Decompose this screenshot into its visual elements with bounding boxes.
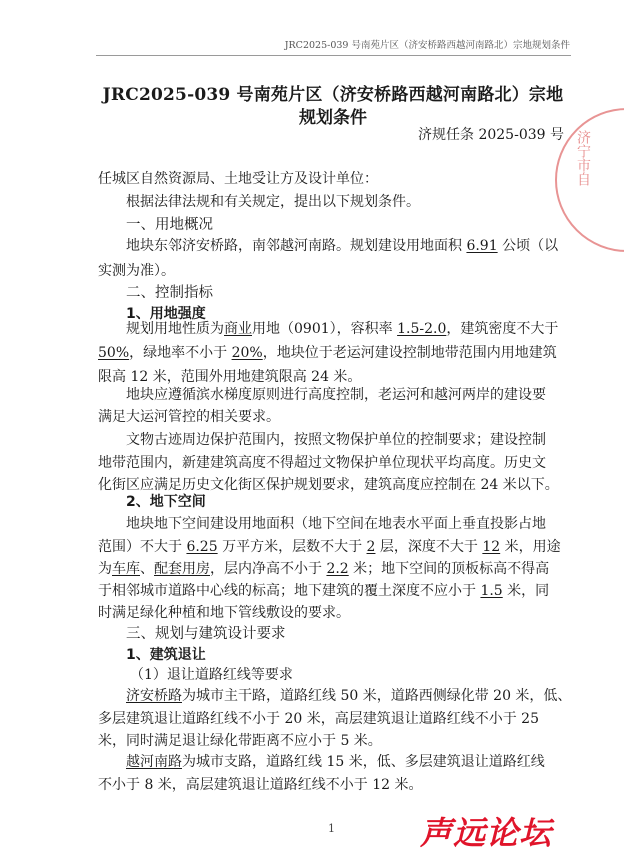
paragraph-line: 时满足绿化种植和地下管线敷设的要求。: [98, 605, 350, 621]
soil-cover-depth: 1.5: [480, 583, 503, 599]
subsection-heading: 1、建筑退让: [126, 647, 206, 663]
paragraph-line: 文物古迹周边保护范围内，按照文物保护单位的控制要求；建设控制: [126, 432, 546, 448]
section-heading: 三、规划与建筑设计要求: [126, 626, 286, 642]
paragraph-line: 化街区应满足历史文化街区保护规划要求，建筑高度应控制在 24 米以下。: [98, 477, 559, 493]
floor-area-ratio: 1.5-2.0: [397, 321, 447, 337]
running-header: JRC2025-039 号南苑片区（济安桥路西越河南路北）宗地规划条件: [284, 40, 570, 51]
paragraph-line: 多层建筑退让道路红线不小于 20 米，高层建筑退让道路红线不小于 25: [98, 711, 539, 727]
paragraph-line: 地块地下空间建设用地面积（地下空间在地表水平面上垂直投影占地: [126, 516, 546, 532]
paragraph-line: 地块东邻济安桥路，南邻越河南路。规划建设用地面积 6.91 公顷（以: [126, 238, 559, 254]
underground-floors: 2: [366, 539, 376, 555]
paragraph-line: 于相邻城市道路中心线的标高；地下建筑的覆土深度不应小于 1.5 米，同: [98, 583, 550, 599]
document-title-line2: 规划条件: [299, 108, 367, 128]
green-ratio: 20%: [231, 345, 263, 361]
page-number: 1: [328, 822, 335, 835]
paragraph-line: 越河南路为城市支路，道路红线 15 米，低、多层建筑退让道路红线: [126, 754, 545, 770]
paragraph-line: 满足大运河管控的相关要求。: [98, 409, 280, 425]
paragraph-line: 济安桥路为城市主干路，道路红线 50 米，道路西侧绿化带 20 米，低、: [126, 688, 572, 704]
paragraph-line: 不小于 8 米，高层建筑退让道路红线不小于 12 米。: [98, 777, 423, 793]
paragraph-line: 实测为准）。: [98, 263, 175, 279]
underground-clear-height: 2.2: [326, 561, 349, 577]
paragraph-line: 限高 12 米，范围外用地建筑限高 24 米。: [98, 369, 362, 385]
document-title-line1: JRC2025-039 号南苑片区（济安桥路西越河南路北）宗地: [102, 85, 564, 105]
underground-depth: 12: [482, 539, 501, 555]
paragraph-line: 地块应遵循滨水梯度原则进行高度控制，老运河和越河两岸的建设要: [126, 387, 546, 403]
building-density: 50%: [98, 345, 130, 361]
underground-area: 6.25: [186, 539, 218, 555]
paragraph-line: 为车库、配套用房，层内净高不小于 2.2 米；地下空间的顶板标高不得高: [98, 561, 550, 577]
header-rule: [96, 55, 571, 56]
road-name-jiananqiao: 济安桥路: [126, 688, 182, 704]
land-use: 商业: [224, 321, 252, 337]
official-seal-text: 济宁市自: [575, 130, 591, 186]
addressee: 任城区自然资源局、土地受让方及设计单位：: [98, 171, 378, 187]
site-area: 6.91: [466, 238, 498, 254]
intro-paragraph: 根据法律法规和有关规定，提出以下规划条件。: [126, 194, 420, 210]
subsection-heading: 2、地下空间: [126, 494, 206, 510]
forum-watermark-logo: 声远论坛: [420, 814, 553, 852]
subsection-heading: 1、用地强度: [126, 306, 206, 322]
underground-use-garage: 车库: [112, 561, 140, 577]
paragraph-line: 范围）不大于 6.25 万平方米，层数不大于 2 层，深度不大于 12 米，用途: [98, 539, 561, 555]
section-heading: 一、用地概况: [126, 217, 213, 233]
underground-use-support: 配套用房: [154, 561, 210, 577]
section-heading: 二、控制指标: [126, 285, 213, 301]
road-name-yuehenan: 越河南路: [126, 754, 182, 770]
paragraph-line: 规划用地性质为商业用地（0901），容积率 1.5-2.0，建筑密度不大于: [126, 321, 559, 337]
document-number: 济规任条 2025-039 号: [418, 127, 564, 143]
list-item: （1）退让道路红线等要求: [130, 667, 293, 683]
paragraph-line: 米，同时满足退让绿化带距离不应小于 5 米。: [98, 733, 382, 749]
paragraph-line: 地带范围内，新建建筑高度不得超过文物保护单位现状平均高度。历史文: [98, 455, 546, 471]
paragraph-line: 50%，绿地率不小于 20%，地块位于老运河建设控制地带范围内用地建筑: [98, 345, 557, 361]
